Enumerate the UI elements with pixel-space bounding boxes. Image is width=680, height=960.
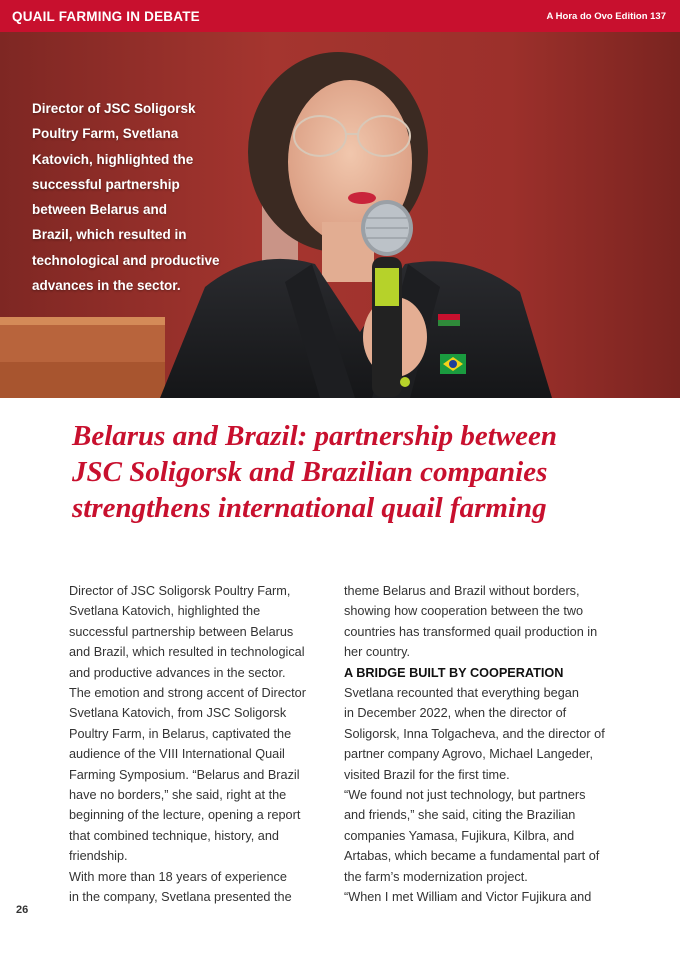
- body-line: Svetlana recounted that everything began: [344, 686, 579, 701]
- body-line: and productive advances in the sector.: [69, 665, 286, 680]
- body-line: her country.: [344, 645, 411, 660]
- body-line: With more than 18 years of experience: [69, 869, 287, 884]
- body-line: companies Yamasa, Fujikura, Kilbra, and: [344, 828, 575, 843]
- body-column-left: [69, 581, 331, 908]
- body-line: Director of JSC Soligorsk Poultry Farm,: [69, 584, 291, 598]
- body-line: “When I met William and Victor Fujikura and: [344, 890, 592, 905]
- body-line: partner company Agrovo, Michael Langeder,: [344, 747, 593, 762]
- body-line: Svetlana Katovich, from JSC Soligorsk: [69, 706, 287, 721]
- edition-label: A Hora do Ovo Edition 137: [546, 10, 666, 22]
- body-line: Svetlana Katovich, highlighted the: [69, 604, 261, 619]
- body-line: successful partnership between Belarus: [69, 624, 294, 639]
- article-headline: [72, 418, 632, 526]
- body-line: and Brazil, which resulted in technological: [69, 645, 305, 660]
- body-line: that combined technique, history, and: [69, 828, 279, 843]
- caption-line: successful partnership: [32, 176, 180, 192]
- body-line: Soligorsk, Inna Tolgacheva, and the director of: [344, 726, 605, 741]
- caption-line: Poultry Farm, Svetlana: [32, 126, 179, 142]
- headline-line: JSC Soligorsk and Brazilian companies: [72, 456, 548, 488]
- body-line: The emotion and strong accent of Director: [69, 686, 306, 701]
- speaker-photo: [0, 32, 680, 398]
- photo-caption: [32, 96, 242, 298]
- caption-line: technological and productive: [32, 252, 220, 268]
- body-line: Artabas, which became a fundamental part of: [344, 849, 600, 864]
- body-line: countries has transformed quail production in: [344, 624, 598, 639]
- body-line: Farming Symposium. “Belarus and Brazil: [69, 767, 300, 782]
- page-number: 26: [16, 904, 29, 916]
- body-column-right: [344, 581, 606, 908]
- caption-line: advances in the sector.: [32, 278, 181, 294]
- body-line: audience of the VIII International Quail: [69, 747, 285, 762]
- caption-line: Brazil, which resulted in: [32, 227, 187, 243]
- body-line: visited Brazil for the first time.: [344, 767, 510, 782]
- body-line: friendship.: [69, 849, 128, 864]
- body-line: beginning of the lecture, opening a report: [69, 808, 301, 823]
- body-line: and friends,” she said, citing the Brazilian: [344, 808, 576, 823]
- caption-line: between Belarus and: [32, 202, 168, 218]
- caption-line: Director of JSC Soligorsk: [32, 101, 196, 116]
- section-header-bar: [0, 0, 680, 32]
- body-line: have no borders,” she said, right at the: [69, 788, 287, 803]
- body-line: in December 2022, when the director of: [344, 706, 567, 721]
- caption-line: Katovich, highlighted the: [32, 151, 194, 167]
- body-line: in the company, Svetlana presented the: [69, 890, 292, 905]
- headline-line: strengthens international quail farming: [72, 492, 547, 524]
- section-subheading: A BRIDGE BUILT BY COOPERATION: [344, 665, 564, 680]
- section-label: QUAIL FARMING IN DEBATE: [12, 8, 200, 24]
- body-line: Poultry Farm, in Belarus, captivated the: [69, 726, 292, 741]
- headline-line: Belarus and Brazil: partnership between: [72, 420, 558, 452]
- body-line: theme Belarus and Brazil without borders,: [344, 584, 580, 598]
- body-line: showing how cooperation between the two: [344, 604, 584, 619]
- body-line: the farm’s modernization project.: [344, 869, 528, 884]
- body-line: “We found not just technology, but partners: [344, 788, 586, 803]
